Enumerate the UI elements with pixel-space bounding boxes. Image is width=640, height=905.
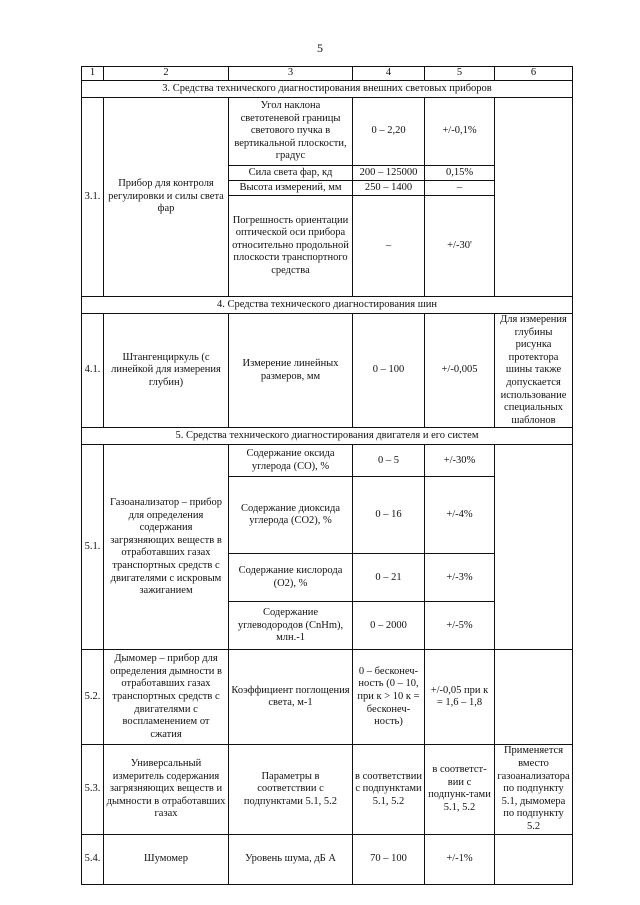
parameter-name: Коэффициент поглощения света, м-1 xyxy=(229,650,353,745)
measurement-error: +/-30% xyxy=(425,445,495,477)
measurement-range: 250 – 1400 xyxy=(353,181,425,196)
table-row xyxy=(82,650,573,745)
column-number: 4 xyxy=(353,67,425,81)
measurement-range: 0 – бесконеч-ность (0 – 10, при к > 10 к = бесконеч-ность) xyxy=(353,650,425,745)
parameter-name: Сила света фар, кд xyxy=(229,166,353,181)
table-row xyxy=(82,314,573,428)
diagnostic-equipment-table xyxy=(81,66,573,885)
section-row xyxy=(82,81,573,98)
note-cell xyxy=(495,445,573,650)
note-cell xyxy=(495,98,573,297)
measurement-range: в соответствии с подпунктами 5.1, 5.2 xyxy=(353,745,425,834)
measurement-error: – xyxy=(425,181,495,196)
page-number: 5 xyxy=(317,41,323,55)
column-number-row xyxy=(82,67,573,81)
measurement-range: 70 – 100 xyxy=(353,834,425,884)
row-number: 5.3. xyxy=(82,745,104,834)
row-number: 5.1. xyxy=(82,445,104,650)
column-number: 6 xyxy=(495,67,573,81)
column-number: 2 xyxy=(104,67,229,81)
table-row xyxy=(82,98,573,166)
measurement-error: +/-0,005 xyxy=(425,314,495,428)
device-name: Шумомер xyxy=(104,834,229,884)
section-title: 4. Средства технического диагностирования шин xyxy=(82,297,573,314)
device-name: Универсальный измеритель содержания загрязняющих веществ и дымности в отработавших газах xyxy=(104,745,229,834)
parameter-name: Содержание диоксида углерода (CO2), % xyxy=(229,477,353,554)
measurement-range: 0 – 21 xyxy=(353,554,425,602)
measurement-range: 0 – 100 xyxy=(353,314,425,428)
device-name: Дымомер – прибор для определения дымности в отработавших газах транспортных средств с двигателями с воспламенением от сжатия xyxy=(104,650,229,745)
measurement-error: +/-30' xyxy=(425,196,495,297)
row-number: 3.1. xyxy=(82,98,104,297)
measurement-error: в соответст-вии с подпунк-тами 5.1, 5.2 xyxy=(425,745,495,834)
measurement-error: +/-3% xyxy=(425,554,495,602)
column-number: 3 xyxy=(229,67,353,81)
measurement-error: 0,15% xyxy=(425,166,495,181)
note-cell xyxy=(495,650,573,745)
parameter-name: Угол наклона светотеневой границы светового пучка в вертикальной плоскости, градус xyxy=(229,98,353,166)
section-row xyxy=(82,297,573,314)
device-name: Газоанализатор – прибор для определения содержания загрязняющих веществ в отработавших газах транспортных средств с двигателями с искровым зажиганием xyxy=(104,445,229,650)
measurement-error: +/-0,05 при к = 1,6 – 1,8 xyxy=(425,650,495,745)
table-row xyxy=(82,834,573,884)
column-number: 5 xyxy=(425,67,495,81)
table-row xyxy=(82,745,573,834)
measurement-error: +/-5% xyxy=(425,602,495,650)
section-title: 3. Средства технического диагностирования внешних световых приборов xyxy=(82,81,573,98)
parameter-name: Высота измерений, мм xyxy=(229,181,353,196)
note-cell xyxy=(495,834,573,884)
measurement-range: – xyxy=(353,196,425,297)
table-row xyxy=(82,445,573,477)
measurement-range: 0 – 2000 xyxy=(353,602,425,650)
device-name: Прибор для контроля регулировки и силы света фар xyxy=(104,98,229,297)
device-name: Штангенциркуль (с линейкой для измерения глубин) xyxy=(104,314,229,428)
measurement-range: 0 – 5 xyxy=(353,445,425,477)
parameter-name: Параметры в соответствии с подпунктами 5.1, 5.2 xyxy=(229,745,353,834)
parameter-name: Содержание оксида углерода (CO), % xyxy=(229,445,353,477)
row-number: 5.2. xyxy=(82,650,104,745)
section-row xyxy=(82,428,573,445)
measurement-error: +/-0,1% xyxy=(425,98,495,166)
section-title: 5. Средства технического диагностирования двигателя и его систем xyxy=(82,428,573,445)
note-cell: Для измерения глубины рисунка протектора шины также допускается использование специальных шаблонов xyxy=(495,314,573,428)
parameter-name: Содержание кислорода (O2), % xyxy=(229,554,353,602)
row-number: 5.4. xyxy=(82,834,104,884)
measurement-range: 200 – 125000 xyxy=(353,166,425,181)
note-cell: Применяется вместо газоанализатора по подпункту 5.1, дымомера по подпункту 5.2 xyxy=(495,745,573,834)
row-number: 4.1. xyxy=(82,314,104,428)
parameter-name: Погрешность ориентации оптической оси прибора относительно продольной плоскости транспортного средства xyxy=(229,196,353,297)
parameter-name: Уровень шума, дБ А xyxy=(229,834,353,884)
column-number: 1 xyxy=(82,67,104,81)
parameter-name: Содержание углеводородов (CnHm), млн.-1 xyxy=(229,602,353,650)
measurement-error: +/-4% xyxy=(425,477,495,554)
parameter-name: Измерение линейных размеров, мм xyxy=(229,314,353,428)
measurement-range: 0 – 16 xyxy=(353,477,425,554)
measurement-range: 0 – 2,20 xyxy=(353,98,425,166)
measurement-error: +/-1% xyxy=(425,834,495,884)
